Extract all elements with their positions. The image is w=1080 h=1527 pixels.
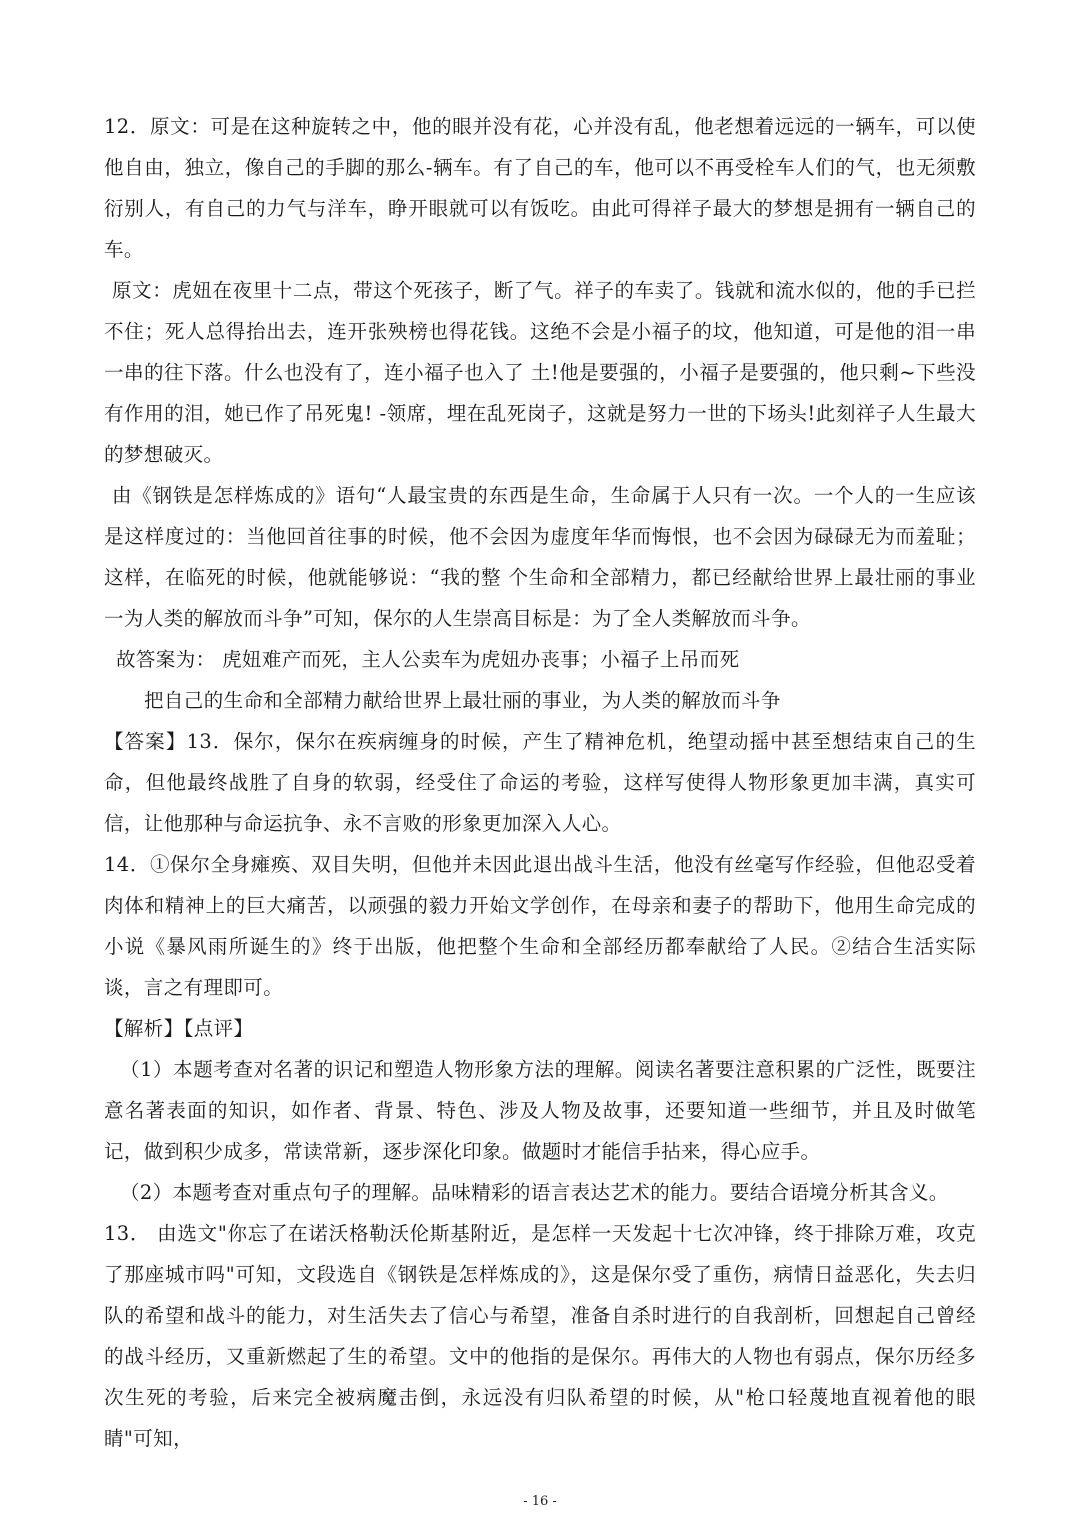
heading-analysis-comment: 【解析】【点评】 xyxy=(104,1017,254,1040)
paragraph-q12-original-2: 原文：虎妞在夜里十二点，带这个死孩子，断了气。祥子的车卖了。钱就和流水似的，他的手已拦不住；死人总得抬出去，连开张殃榜也得花钱。这绝不会是小福子的坟，他知道，可是他的泪一串一串的往下落。什么也没有了，连小福子也入了 土!他是要强的，小福子是要强的，他只剩~下些没有作用的泪，她已作了吊死鬼! -领席，埋在乱死岗子，这就是努力一世的下场头!此刻祥子人生最大的梦想破灭。 xyxy=(104,279,976,466)
paragraph-q12-answer: 故答案为： 虎妞难产而死，主人公卖车为虎妞办丧事；小福子上吊而死 xyxy=(116,648,740,671)
paragraph-answer-14: 14．①保尔全身瘫痪、双目失明，但他并未因此退出战斗生活，他没有丝毫写作经验，但他忍受着肉体和精神上的巨大痛苦，以顽强的毅力开始文学创作，在母亲和妻子的帮助下，他用生命完成的小说《暴风雨所诞生的》终于出版，他把整个生命和全部经历都奉献给了人民。②结合生活实际谈，言之有理即可。 xyxy=(104,853,976,999)
paragraph-q12-steel-quote: 由《钢铁是怎样炼成的》语句“人最宝贵的东西是生命，生命属于人只有一次。一个人的一生应该是这样度过的：当他回首往事的时候，他不会因为虚度年华而悔恨，也不会因为碌碌无为而羞耻；这样，在临死的时候，他就能够说：“我的整 个生命和全部精力，都已经献给世界上最壮丽的事业一为人类的解放而斗争”可知，保尔的人生崇高目标是：为了全人类解放而斗争。 xyxy=(104,484,976,630)
paragraph-q12-original-1: 12．原文：可是在这种旋转之中，他的眼并没有花，心并没有乱，他老想着远远的一辆车，可以使他自由，独立，像自己的手脚的那么-辆车。有了自己的车，他可以不再受栓车人们的气，也无须敷衍别人，有自己的力气与洋车，睁开眼就可以有饭吃。由此可得祥子最大的梦想是拥有一辆自己的车。 xyxy=(104,115,976,261)
paragraph-answer-13: 【答案】13．保尔，保尔在疾病缠身的时候，产生了精神危机，绝望动摇中甚至想结束自己的生命，但他最终战胜了自身的软弱，经受住了命运的考验，这样写使得人物形象更加丰满，真实可信，让他那种与命运抗争、永不言败的形象更加深入人心。 xyxy=(104,730,976,835)
paragraph-comment-1: （1）本题考查对名著的识记和塑造人物形象方法的理解。阅读名著要注意积累的广泛性，既要注意名著表面的知识，如作者、背景、特色、涉及人物及故事，还要知道一些细节，并且及时做笔记，做到积少成多，常读常新，逐步深化印象。做题时才能信手拈来，得心应手。 xyxy=(104,1058,976,1163)
paragraph-q12-answer-2: 把自己的生命和全部精力献给世界上最壮丽的事业，为人类的解放而斗争 xyxy=(144,689,781,712)
page-number: - 16 - xyxy=(523,1494,557,1509)
paragraph-analysis-13: 13． 由选文"你忘了在诺沃格勒沃伦斯基附近，是怎样一天发起十七次冲锋，终于排除万难，攻克了那座城市吗"可知，文段选自《钢铁是怎样炼成的》，这是保尔受了重伤，病情日益恶化，失去归队的希望和战斗的能力，对生活失去了信心与希望，准备自杀时进行的自我剖析，回想起自己曾经的战斗经历，又重新燃起了生的希望。文中的他指的是保尔。再伟大的人物也有弱点，保尔历经多次生死的考验，后来完全被病魔击倒，永远没有归队希望的时候，从"枪口轻蔑地直视着他的眼睛"可知， xyxy=(104,1222,976,1450)
answer-text-body xyxy=(104,106,976,1459)
paragraph-comment-2: （2）本题考查对重点句子的理解。品味精彩的语言表达艺术的能力。要结合语境分析其含义。 xyxy=(120,1181,949,1204)
